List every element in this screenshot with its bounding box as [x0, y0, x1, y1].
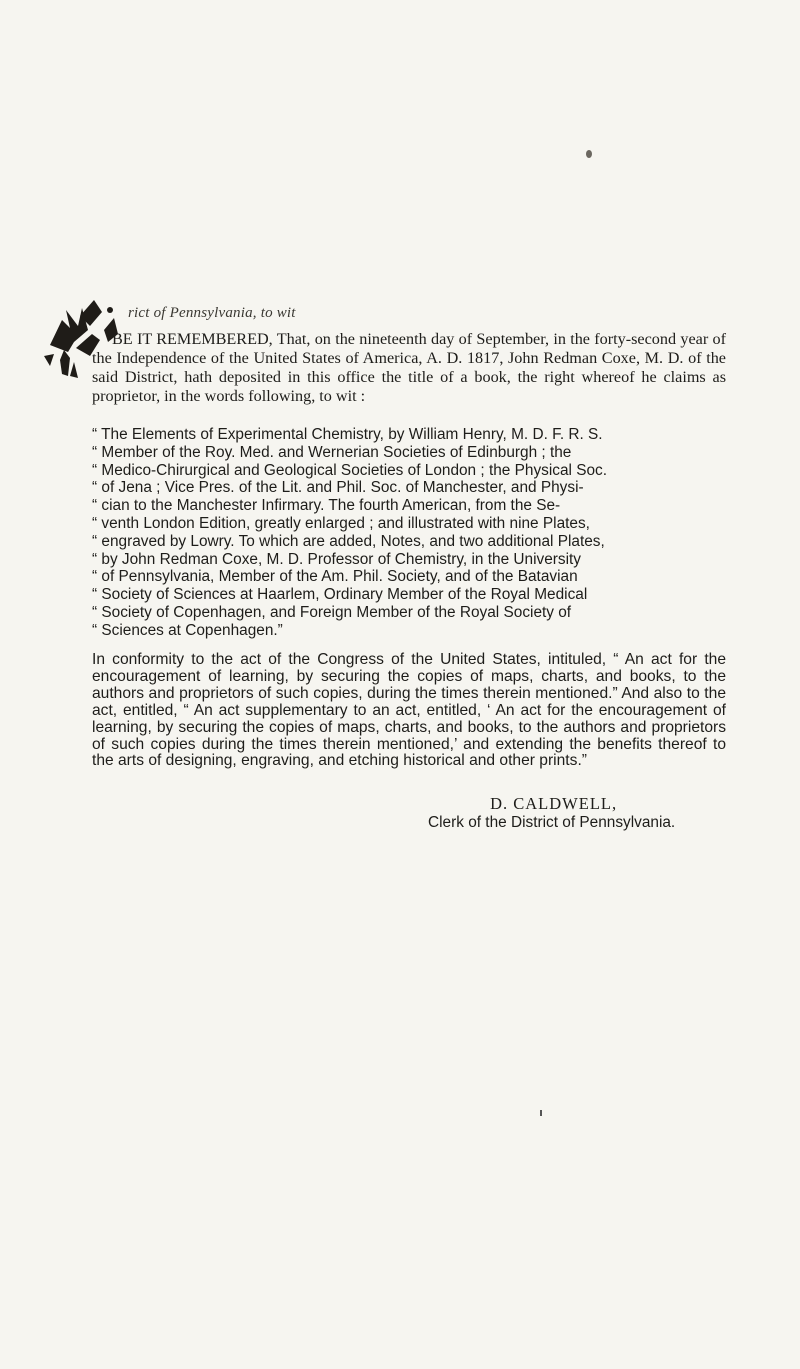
- quote-line: “ Medico-Chirurgical and Geological Societies of London ; the Physical Soc.: [92, 461, 608, 479]
- district-header-fragment: rict of Pennsylvania, to wit: [128, 305, 296, 321]
- quote-line: “ by John Redman Coxe, M. D. Professor of Chemistry, in the University: [92, 550, 581, 568]
- quote-line: “ of Jena ; Vice Pres. of the Lit. and Phil. Soc. of Manchester, and Physi-: [92, 479, 584, 497]
- quote-line: “ Society of Sciences at Haarlem, Ordinary Member of the Royal Medical: [92, 586, 588, 604]
- quote-line: “ Society of Copenhagen, and Foreign Member of the Royal Society of: [92, 603, 572, 621]
- registration-paragraph: BE IT REMEMBERED, That, on the nineteenth day of September, in the forty-second year of the Independence of the United States of America, A. D. 1817, John Redman Coxe, M. D. of the said District, hath deposited in this office the title of a book, the right whereof he claims as proprietor, in the words following, to wit :: [92, 330, 726, 405]
- quote-line: “ cian to the Manchester Infirmary. The fourth American, from the Se-: [92, 497, 561, 515]
- stray-print-mark: [540, 1110, 542, 1116]
- ink-speck: [586, 150, 592, 158]
- conformity-paragraph: In conformity to the act of the Congress of the United States, intituled, “ An act for the encouragement of learning, by securing the copies of maps, charts, and books, to the authors and proprietors of such copies, during the times therein mentioned.” And also to the act, entitled, “ An act supplementary to an act, entitled, ‘ An act for the encouragement of learning, by securing the copies of maps, charts, and books, to the authors and proprietors of such copies during the times therein mentioned,’ and extending the benefits thereof to the arts of designing, engraving, and etching historical and other prints.”: [92, 651, 726, 770]
- clerk-signature-block: [428, 794, 676, 832]
- quote-line: “ The Elements of Experimental Chemistry, by William Henry, M. D. F. R. S.: [92, 426, 603, 443]
- book-title-quotation: [92, 426, 726, 640]
- quote-line: “ engraved by Lowry. To which are added, Notes, and two additional Plates,: [92, 532, 605, 550]
- clerk-title: Clerk of the District of Pennsylvania.: [428, 814, 676, 831]
- quote-line: “ venth London Edition, greatly enlarged ; and illustrated with nine Plates,: [92, 514, 590, 532]
- clerk-name: D. CALDWELL,: [490, 794, 618, 813]
- quote-line: “ Sciences at Copenhagen.”: [92, 621, 283, 639]
- quote-line: “ of Pennsylvania, Member of the Am. Phil. Society, and of the Batavian: [92, 568, 578, 586]
- quote-line: “ Member of the Roy. Med. and Wernerian Societies of Edinburgh ; the: [92, 443, 572, 461]
